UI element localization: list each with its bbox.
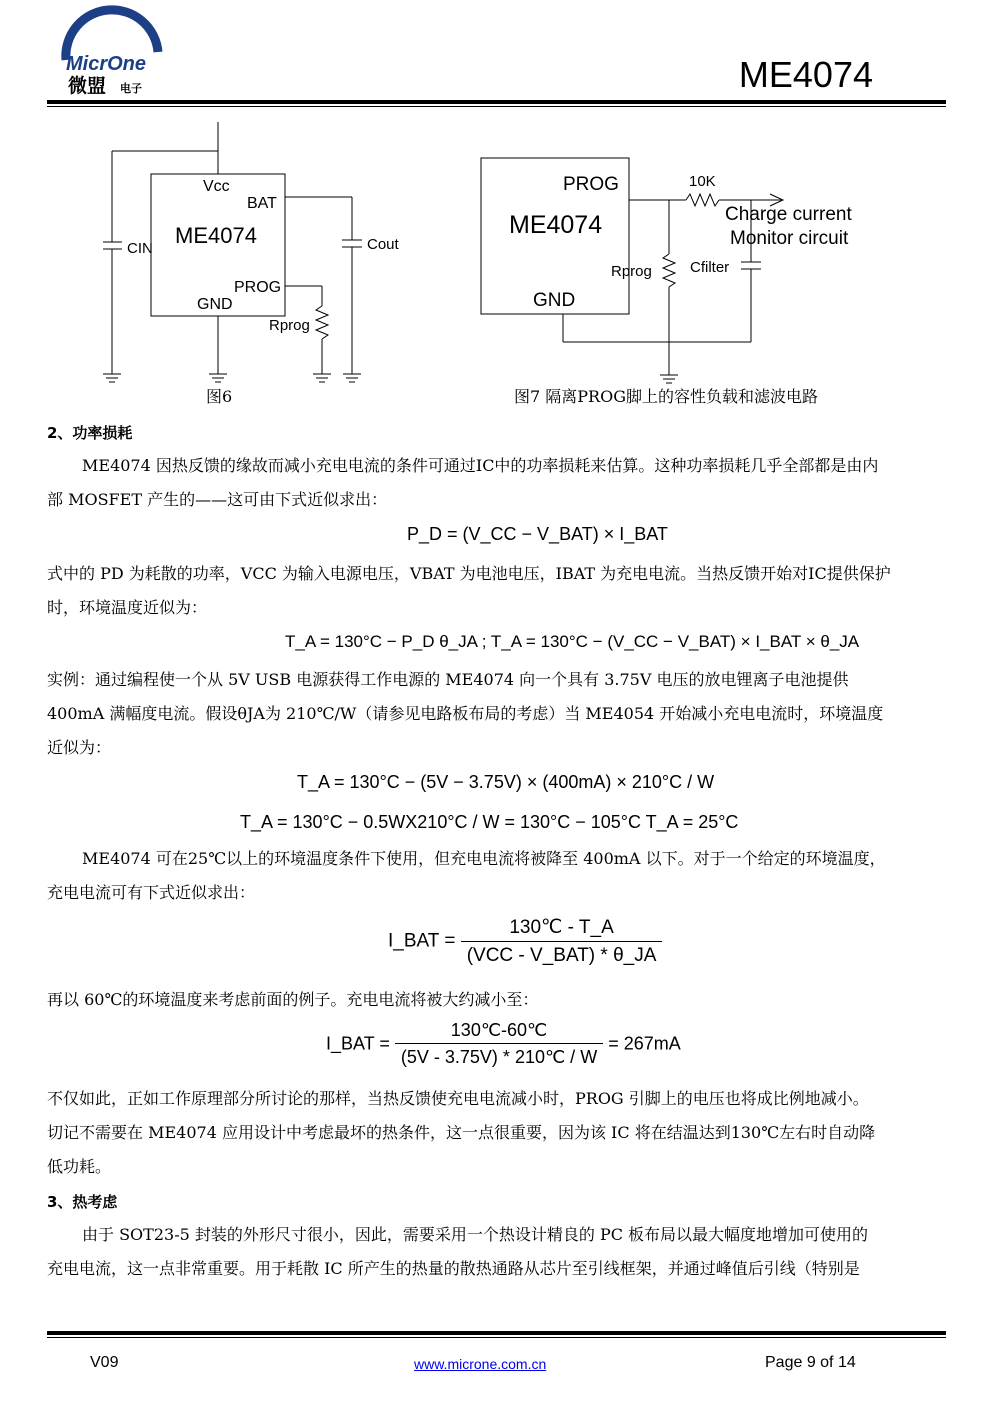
ibat-fraction — [461, 916, 663, 967]
section-2-paragraph-5: 再以 60℃的环境温度来考虑前面的例子。充电电流将被大约减小至： — [47, 990, 539, 1009]
fraction-denominator: (VCC - V_BAT) * θ_JA — [466, 945, 657, 966]
fraction-numerator: 130℃-60℃ — [395, 1020, 603, 1044]
part-number-title: ME4074 — [738, 54, 873, 95]
figure-6-circuit — [90, 118, 399, 390]
footer-rule-thick — [47, 1331, 946, 1335]
cin-label: CIN — [127, 240, 153, 257]
section-2-paragraph-1-line-1: ME4074 因热反馈的缘故而减小充电电流的条件可通过IC中的功率损耗来估算。这种功率损耗几乎全部都是由内 — [82, 456, 879, 475]
equation-ibat-formula — [388, 916, 662, 967]
section-3-paragraph-1-line-2: 充电电流，这一点非常重要。用于耗散 IC 所产生的热量的散热通路从芯片至引线框架，并通过峰值后引线（特别是 — [47, 1259, 860, 1278]
prog-label: PROG — [234, 279, 282, 296]
gnd-label: GND — [533, 290, 576, 311]
prog-label: PROG — [563, 174, 619, 195]
chip-label: ME4074 — [175, 223, 257, 248]
website-link[interactable]: www.microne.com.cn — [414, 1356, 547, 1372]
section-2-paragraph-4-line-1: ME4074 可在25℃以上的环境温度条件下使用，但充电电流将被降至 400mA 以下。对于一个给定的环境温度， — [82, 849, 886, 868]
result-value: = 267mA — [608, 1033, 681, 1054]
section-2-paragraph-1-line-2: 部 MOSFET 产生的——这可由下式近似求出： — [47, 490, 388, 509]
section-2-paragraph-6-line-3: 低功耗。 — [47, 1157, 112, 1176]
vcc-label: Vcc — [203, 178, 230, 195]
monitor-label-line2: Monitor circuit — [730, 228, 849, 249]
ibat-lhs: I_BAT = — [326, 1033, 390, 1054]
section-2-paragraph-3-line-3: 近似为： — [47, 738, 112, 757]
equation-text: T_A = 130°C − (5V − 3.75V) × (400mA) × 210°C / W — [297, 772, 715, 792]
figure-7-circuit — [478, 156, 878, 386]
section-2-paragraph-6-line-2: 切记不需要在 ME4074 应用设计中考虑最坏的热条件，这一点很重要，因为该 IC 将在结温达到130℃左右时自动降 — [47, 1123, 876, 1142]
section-2-paragraph-6-line-1: 不仅如此，正如工作原理部分所讨论的那样，当热反馈使充电电流减小时，PROG 引脚上的电压也将成比例地减小。 — [47, 1089, 869, 1108]
cfilter-label: Cfilter — [690, 259, 730, 276]
equation-example-2 — [240, 812, 738, 833]
figure-6-caption: 图6 — [206, 387, 233, 406]
company-logo — [62, 12, 162, 98]
equation-text: T_A = 130°C − P_D θ_JA ; T_A = 130°C − (V_CC − V_BAT) × I_BAT × θ_JA — [285, 632, 860, 651]
section-2-paragraph-2-line-1: 式中的 PD 为耗散的功率，VCC 为输入电源电压，VBAT 为电池电压，IBAT 为充电电流。当热反馈开始对IC提供保护 — [47, 564, 891, 583]
section-2-paragraph-4-line-2: 充电电流可有下式近似求出： — [47, 883, 256, 902]
rprog-label: Rprog — [611, 263, 652, 280]
equation-ambient-temp — [285, 632, 859, 652]
footer-rule-thin — [47, 1337, 946, 1338]
header-rule-thick — [47, 100, 946, 104]
logo-text-cn-small: 电子 — [120, 82, 142, 95]
fraction-numerator: 130℃ - T_A — [461, 916, 663, 942]
page-number: Page 9 of 14 — [765, 1354, 856, 1371]
fraction-denominator: (5V - 3.75V) * 210℃ / W — [400, 1047, 598, 1067]
rprog-label: Rprog — [269, 317, 310, 334]
figure-7-caption: 图7 隔离PROG脚上的容性负载和滤波电路 — [514, 387, 818, 406]
chip-label: ME4074 — [509, 211, 603, 239]
section-3-paragraph-1-line-1: 由于 SOT23-5 封装的外形尺寸很小，因此，需要采用一个热设计精良的 PC 板布局以最大幅度地增加可使用的 — [82, 1225, 869, 1244]
header-rule-thin — [47, 106, 946, 107]
logo-text-en: MicrOne — [66, 53, 147, 75]
gnd-label: GND — [197, 296, 233, 313]
monitor-label-line1: Charge current — [725, 204, 852, 225]
section-3-heading: 3、热考虑 — [47, 1193, 118, 1211]
equation-example-1 — [297, 772, 714, 793]
equation-text: T_A = 130°C − 0.5WX210°C / W = 130°C − 105°C T_A = 25°C — [240, 812, 739, 832]
section-2-paragraph-3-line-1: 实例：通过编程使一个从 5V USB 电源获得工作电源的 ME4074 向一个具有 3.75V 电压的放电锂离子电池提供 — [47, 670, 849, 689]
section-2-paragraph-2-line-2: 时，环境温度近似为： — [47, 598, 208, 617]
bat-label: BAT — [247, 195, 277, 212]
section-2-heading: 2、功率损耗 — [47, 424, 133, 442]
ibat-lhs: I_BAT = — [388, 930, 456, 952]
logo-text-cn: 微盟 — [68, 75, 107, 97]
section-2-paragraph-3-line-2: 400mA 满幅度电流。假设θJA为 210℃/W（请参见电路板布局的考虑）当 ME4054 开始减小充电电流时，环境温度 — [47, 704, 884, 723]
resistor-10k-label: 10K — [689, 173, 716, 190]
version-label: V09 — [90, 1354, 119, 1371]
equation-text: P_D = (V_CC − V_BAT) × I_BAT — [407, 524, 668, 544]
cout-label: Cout — [367, 236, 399, 253]
equation-power-dissipation — [407, 524, 668, 545]
equation-ibat-result — [326, 1020, 681, 1068]
result-fraction — [395, 1020, 603, 1068]
